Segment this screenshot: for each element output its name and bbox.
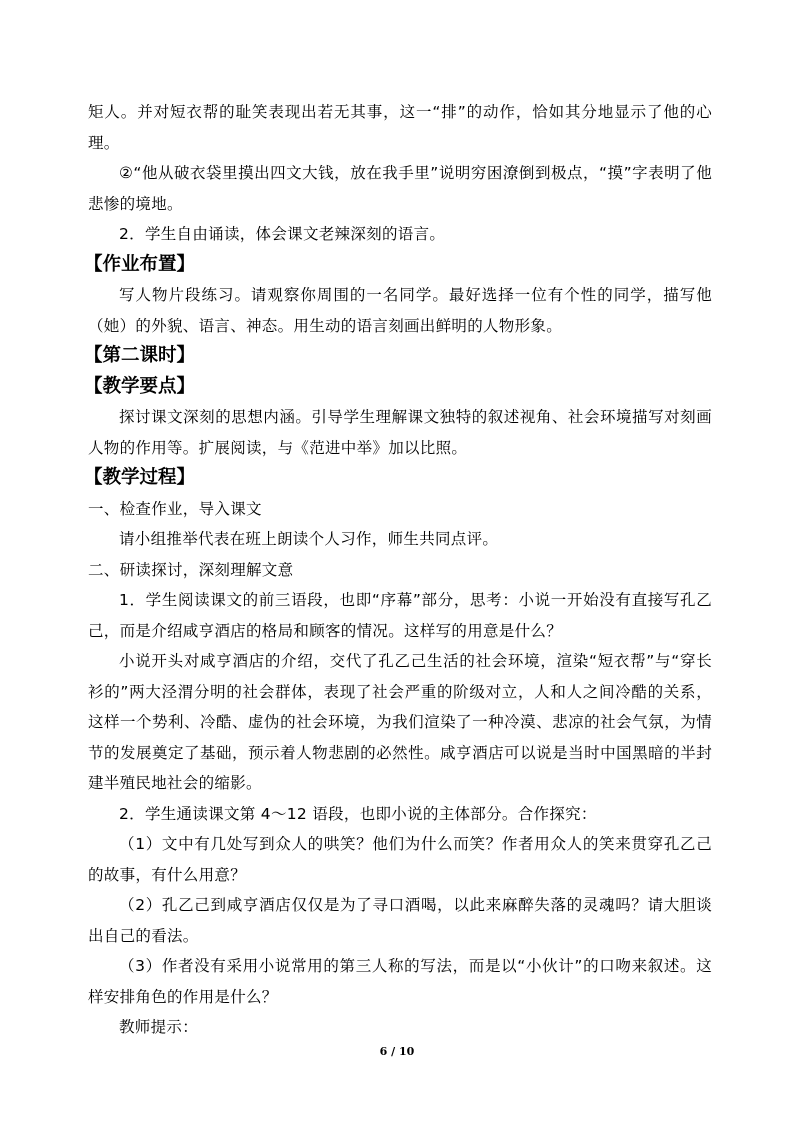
section-heading: 【作业布置】 bbox=[84, 253, 196, 275]
body-paragraph: 二、研读探讨，深刻理解文意 bbox=[88, 560, 294, 579]
section-heading: 【教学过程】 bbox=[84, 467, 196, 488]
document-body bbox=[84, 97, 712, 1043]
body-paragraph: （2）孔乙己到咸亨酒店仅仅是为了寻口酒喝，以此来麻醉失落的灵魂吗？请大胆谈出自己的看法。 bbox=[88, 896, 712, 945]
body-paragraph: 请小组推举代表在班上朗读个人习作，师生共同点评。 bbox=[119, 530, 499, 548]
body-paragraph: ②“他从破衣袋里摸出四文大钱，放在我手里”说明穷困潦倒到极点，“摸”字表明了他悲惨的境地。 bbox=[88, 164, 712, 213]
body-paragraph: 小说开头对咸亨酒店的介绍，交代了孔乙己生活的社会环境，渲染“短衣帮”与“穿长衫的”两大泾渭分明的社会群体，表现了社会严重的阶级对立，人和人之间冷酷的关系，这样一个势利、冷酷、虚伪的社会环境，为我们渲染了一种冷漠、悲凉的社会气氛，为情节的发展奠定了基础，预示着人物悲剧的必然性。咸亨酒店可以说是当时中国黑暗的半封建半殖民地社会的缩影。 bbox=[88, 652, 712, 792]
body-paragraph: 1．学生阅读课文的前三语段，也即“序幕”部分，思考：小说一开始没有直接写孔乙己，而是介绍咸亨酒店的格局和顾客的情况。这样写的用意是什么？ bbox=[88, 591, 712, 640]
body-paragraph: （3）作者没有采用小说常用的第三人称的写法，而是以“小伙计”的口吻来叙述。这样安排角色的作用是什么？ bbox=[88, 957, 712, 1006]
body-paragraph: 探讨课文深刻的思想内涵。引导学生理解课文独特的叙述视角、社会环境描写对刻画人物的作用等。扩展阅读，与《范进中举》加以比照。 bbox=[88, 408, 712, 457]
section-heading: 【第二课时】 bbox=[84, 345, 196, 366]
page-number: 6 / 10 bbox=[379, 1045, 415, 1058]
body-paragraph: 一、检查作业，导入课文 bbox=[88, 499, 262, 518]
body-paragraph: 矩人。并对短衣帮的耻笑表现出若无其事，这一“排”的动作，恰如其分地显示了他的心理。 bbox=[88, 103, 712, 152]
body-paragraph: 写人物片段练习。请观察你周围的一名同学。最好选择一位有个性的同学，描写他（她）的外貌、语言、神态。用生动的语言刻画出鲜明的人物形象。 bbox=[88, 286, 712, 335]
body-paragraph: 教师提示： bbox=[119, 1018, 199, 1036]
body-paragraph: 2．学生通读课文第 4～12 语段，也即小说的主体部分。合作探究： bbox=[119, 804, 597, 823]
body-paragraph: 2．学生自由诵读，体会课文老辣深刻的语言。 bbox=[119, 225, 446, 243]
section-heading: 【教学要点】 bbox=[84, 375, 196, 397]
body-paragraph: （1）文中有几处写到众人的哄笑？他们为什么而笑？作者用众人的笑来贯穿孔乙己的故事，有什么用意？ bbox=[88, 835, 712, 884]
